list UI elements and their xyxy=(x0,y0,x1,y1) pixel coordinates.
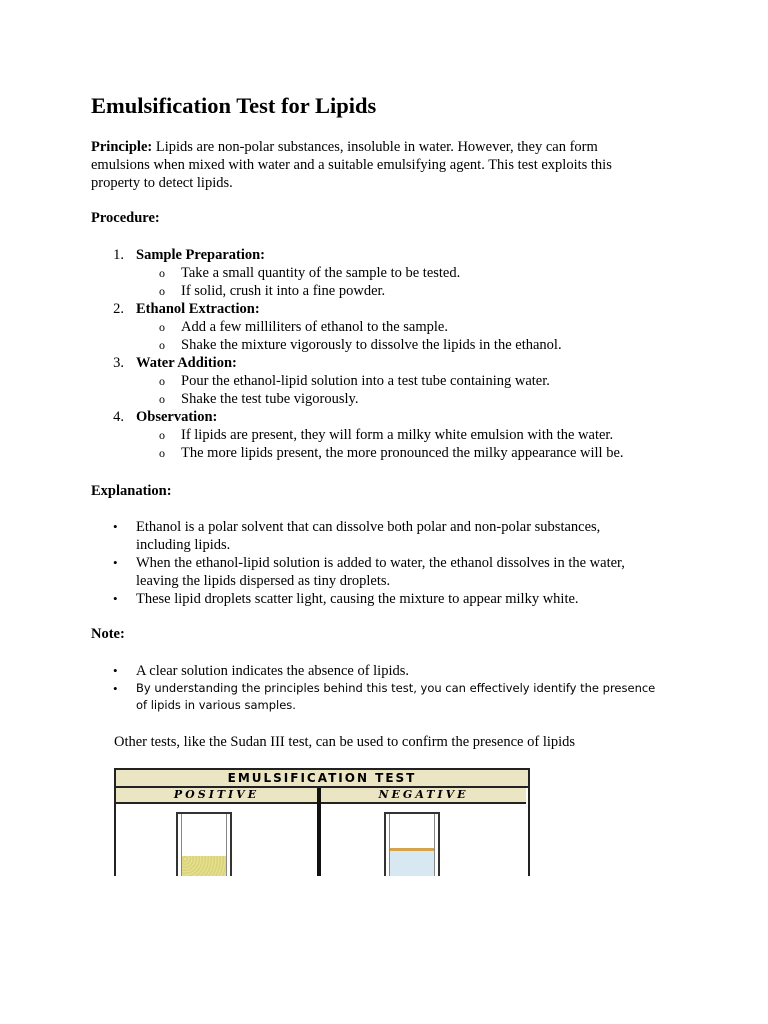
substep-text: If solid, crush it into a fine powder. xyxy=(181,283,386,299)
substep-marker: o xyxy=(159,284,165,298)
principle-text: Lipids are non-polar substances, insoluble in water. However, they can form emulsions when mixed with water and a suitable emulsifying agent. This test exploits this property to detect lipids. xyxy=(91,139,612,191)
list-item xyxy=(91,590,681,608)
list-item-text: Ethanol is a polar solvent that can dissolve both polar and non-polar substances, including lipids. xyxy=(136,519,601,553)
principle-paragraph xyxy=(91,138,651,192)
substep-text: Shake the test tube vigorously. xyxy=(181,391,359,407)
procedure-substep xyxy=(91,390,681,408)
bullet-marker: • xyxy=(113,519,118,534)
substep-text: Take a small quantity of the sample to be tested. xyxy=(181,265,461,281)
tube-glass xyxy=(389,814,435,876)
negative-label: NEGATIVE xyxy=(321,788,526,804)
step-number: 4. xyxy=(113,409,124,425)
step-title: Observation: xyxy=(136,409,218,425)
procedure-substep xyxy=(91,336,681,354)
procedure-substep xyxy=(91,444,681,462)
list-item-text: By understanding the principles behind this test, you can effectively identify the presence of lipids in various samples. xyxy=(136,681,656,712)
bullet-marker: • xyxy=(113,663,118,678)
list-item xyxy=(91,680,681,714)
procedure-substep xyxy=(91,264,681,282)
procedure-substep xyxy=(91,372,681,390)
tube-glass xyxy=(181,814,227,876)
bullet-marker: • xyxy=(113,591,118,606)
substep-marker: o xyxy=(159,374,165,388)
procedure-substep xyxy=(91,282,681,300)
substep-marker: o xyxy=(159,446,165,460)
procedure-substep xyxy=(91,426,681,444)
step-number: 3. xyxy=(113,355,124,371)
principle-label: Principle: xyxy=(91,139,153,155)
substep-marker: o xyxy=(159,338,165,352)
substep-marker: o xyxy=(159,428,165,442)
step-title: Ethanol Extraction: xyxy=(136,301,260,317)
substep-text: Pour the ethanol-lipid solution into a test tube containing water. xyxy=(181,373,550,389)
step-title: Water Addition: xyxy=(136,355,237,371)
substep-text: Add a few milliliters of ethanol to the sample. xyxy=(181,319,448,335)
positive-test-tube xyxy=(176,812,232,876)
explanation-list xyxy=(91,518,681,608)
milky-emulsion-layer xyxy=(182,856,226,876)
negative-test-tube xyxy=(384,812,440,876)
illustration-title: EMULSIFICATION TEST xyxy=(116,770,528,788)
step-number: 1. xyxy=(113,247,124,263)
substep-marker: o xyxy=(159,266,165,280)
step-number: 2. xyxy=(113,301,124,317)
procedure-step xyxy=(91,246,681,264)
page-title: Emulsification Test for Lipids xyxy=(91,93,377,118)
explanation-heading: Explanation: xyxy=(91,483,172,499)
procedure-step xyxy=(91,354,681,372)
substep-text: The more lipids present, the more pronounced the milky appearance will be. xyxy=(181,445,624,461)
substep-text: If lipids are present, they will form a milky white emulsion with the water. xyxy=(181,427,614,443)
positive-label: POSITIVE xyxy=(116,788,317,804)
substep-text: Shake the mixture vigorously to dissolve the lipids in the ethanol. xyxy=(181,337,562,353)
bullet-marker: • xyxy=(113,555,118,570)
list-item-text: These lipid droplets scatter light, causing the mixture to appear milky white. xyxy=(136,591,579,607)
list-item xyxy=(91,662,681,680)
emulsification-test-illustration xyxy=(114,768,530,876)
note-list xyxy=(91,662,681,714)
procedure-heading: Procedure: xyxy=(91,210,160,226)
list-item-text: A clear solution indicates the absence of lipids. xyxy=(136,663,410,679)
other-tests-paragraph: Other tests, like the Sudan III test, can be used to confirm the presence of lipids xyxy=(114,734,576,750)
list-item xyxy=(91,518,681,554)
note-heading: Note: xyxy=(91,626,125,642)
bullet-marker: • xyxy=(113,681,118,696)
procedure-substep xyxy=(91,318,681,336)
procedure-list xyxy=(91,246,681,462)
substep-marker: o xyxy=(159,392,165,406)
list-item xyxy=(91,554,681,590)
step-title: Sample Preparation: xyxy=(136,247,266,263)
column-divider xyxy=(317,788,321,876)
clear-water-layer xyxy=(390,848,434,876)
substep-marker: o xyxy=(159,320,165,334)
list-item-text: When the ethanol-lipid solution is added to water, the ethanol dissolves in the water, leaving the lipids dispersed as tiny droplets. xyxy=(136,555,625,589)
procedure-step xyxy=(91,300,681,318)
procedure-step xyxy=(91,408,681,426)
